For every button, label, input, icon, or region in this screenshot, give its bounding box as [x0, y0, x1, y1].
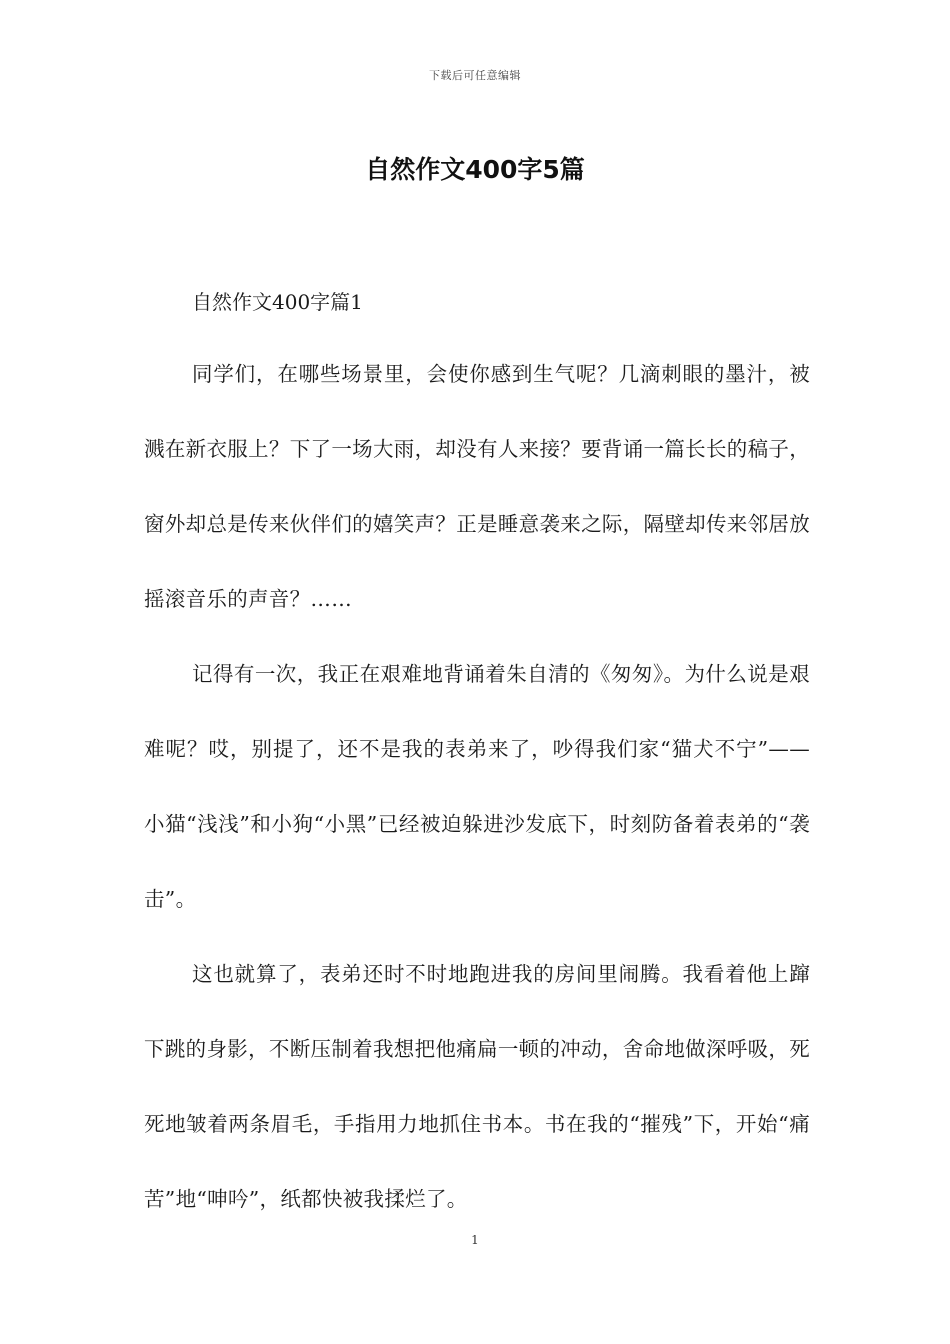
paragraph-1: 同学们，在哪些场景里，会使你感到生气呢？几滴刺眼的墨汁，被溅在新衣服上？下了一场大雨，却没有人来接？要背诵一篇长长的稿子，窗外却总是传来伙伴们的嬉笑声？正是睡意袭来之际，隔壁却传来邻居放摇滚音乐的声音？……	[144, 362, 810, 611]
paragraph-2: 记得有一次，我正在艰难地背诵着朱自清的《匆匆》。为什么说是艰难呢？哎，别提了，还不是我的表弟来了，吵得我们家“猫犬不宁”——小猫“浅浅”和小狗“小黑”已经被迫躲进沙发底下，时刻防备着表弟的“袭击”。	[144, 662, 810, 911]
paragraph-3: 这也就算了，表弟还时不时地跑进我的房间里闹腾。我看着他上蹿下跳的身影，不断压制着我想把他痛扁一顿的冲动，舍命地做深呼吸，死死地皱着两条眉毛，手指用力地抓住书本。书在我的“摧残”下，开始“痛苦”地“呻吟”，纸都快被我揉烂了。	[144, 962, 810, 1211]
section-heading: 自然作文400字篇1	[192, 290, 363, 314]
document-title: 自然作文400字5篇	[365, 155, 585, 184]
page-number: 1	[471, 1233, 479, 1247]
header-note: 下载后可任意编辑	[429, 69, 521, 82]
